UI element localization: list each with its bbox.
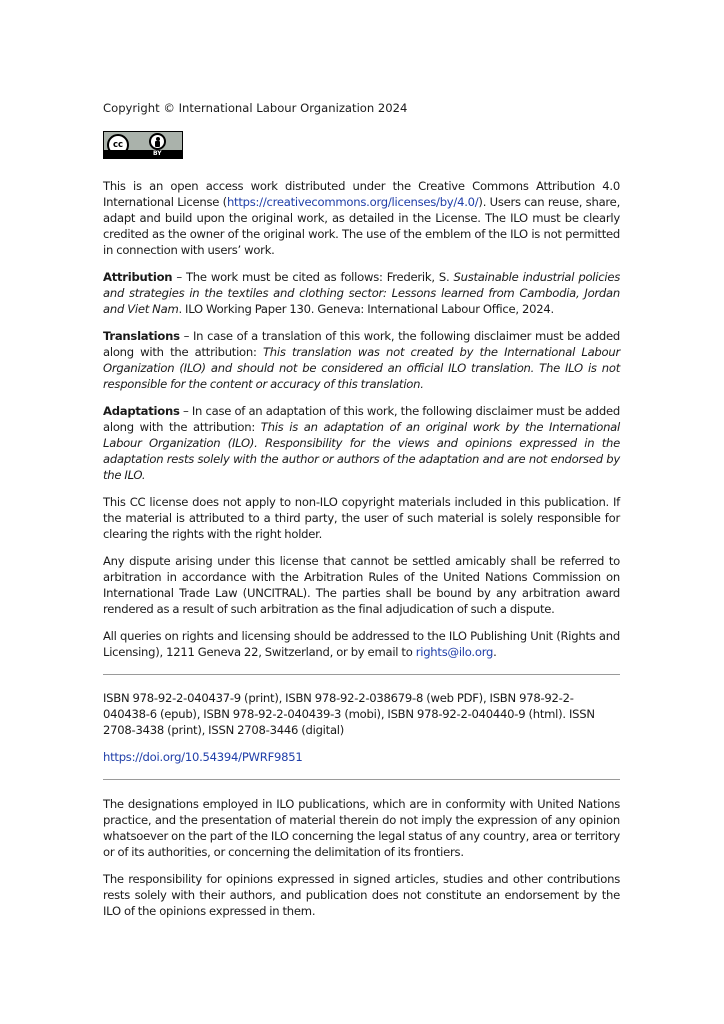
work-title: Sustainable industrial policies and strategies in the textiles and clothing sector: Lessons learned from Cambodia, Jordan and Viet Nam [103, 270, 620, 316]
translation-disclaimer: This translation was not created by the International Labour Organization (ILO) and should not be considered an official ILO translation. The ILO is not responsible for the content or accuracy of this translation. [103, 345, 620, 391]
translations-heading: Translations [103, 329, 180, 343]
by-label: BY [153, 150, 162, 157]
queries-paragraph: All queries on rights and licensing should be addressed to the ILO Publishing Unit (Rights and Licensing), 1211 Geneva 22, Switzerland, or by email to rights@ilo.org. [103, 629, 620, 659]
page-content [103, 100, 620, 930]
cc-icon: cc [107, 134, 129, 156]
cc-license-link[interactable]: https://creativecommons.org/licenses/by/4.0/ [226, 195, 479, 209]
dispute-paragraph: Any dispute arising under this license that cannot be settled amicably shall be referred to arbitration in accordance with the Arbitration Rules of the United Nations Commission on International Trade Law (UNCITRAL). The parties shall be bound by any arbitration award rendered as a result of such arbitration as the final adjudication of such a dispute. [103, 554, 620, 616]
attribution-paragraph: Attribution – The work must be cited as follows: Frederik, S. Sustainable industrial policies and strategies in the textiles and clothing sector: Lessons learned from Cambodia, Jordan and Viet Nam. ILO Working Paper 130. Geneva: International Labour Office, 2024. [103, 270, 620, 316]
cc-by-license-badge [103, 131, 183, 159]
isbn-paragraph: ISBN 978-92-2-040437-9 (print), ISBN 978-92-2-038679-8 (web PDF), ISBN 978-92-2-040438-6 (epub), ISBN 978-92-2-040439-3 (mobi), ISBN 978-92-2-040440-9 (html). ISSN 2708-3438 (print), ISSN 2708-3446 (digital) [103, 691, 595, 737]
designations-paragraph: The designations employed in ILO publications, which are in conformity with United Nations practice, and the presentation of material therein do not imply the expression of any opinion whatsoever on the part of the ILO concerning the legal status of any country, area or territory or of its authorities, or concerning the delimitation of its frontiers. [103, 797, 620, 859]
copyright-notice: Copyright © International Labour Organization 2024 [103, 101, 408, 115]
non-ilo-paragraph: This CC license does not apply to non-ILO copyright materials included in this publication. If the material is attributed to a third party, the user of such material is solely responsible for clearing the rights with the right holder. [103, 495, 620, 541]
doi-paragraph [103, 749, 620, 765]
open-access-paragraph: This is an open access work distributed under the Creative Commons Attribution 4.0 International License (https://creativecommons.org/licenses/by/4.0/). Users can reuse, share, adapt and build upon the original work, as detailed in the License. The ILO must be clearly credited as the owner of the original work. The use of the emblem of the ILO is not permitted in connection with users’ work. [103, 179, 621, 257]
adaptations-heading: Adaptations [103, 404, 180, 418]
divider-2 [103, 779, 620, 780]
adaptations-paragraph: Adaptations – In case of an adaptation of this work, the following disclaimer must be added along with the attribution: This is an adaptation of an original work by the International Labour Organization (ILO). Responsibility for the views and opinions expressed in the adaptation rests solely with the author or authors of the adaptation and are not endorsed by the ILO. [103, 404, 620, 482]
doi-link[interactable]: https://doi.org/10.54394/PWRF9851 [103, 750, 303, 764]
by-person-icon [149, 133, 166, 150]
attribution-heading: Attribution [103, 270, 173, 284]
responsibility-paragraph: The responsibility for opinions expressed in signed articles, studies and other contributions rests solely with their authors, and publication does not constitute an endorsement by the ILO of the opinions expressed in them. [103, 872, 620, 918]
translations-paragraph: Translations – In case of a translation of this work, the following disclaimer must be added along with the attribution: This translation was not created by the International Labour Organization (ILO) and should not be considered an official ILO translation. The ILO is not responsible for the content or accuracy of this translation. [103, 329, 620, 391]
rights-email-link[interactable]: rights@ilo.org [415, 645, 494, 659]
divider-1 [103, 674, 620, 675]
adaptation-disclaimer: This is an adaptation of an original work by the International Labour Organization (ILO). Responsibility for the views and opinions expressed in the adaptation rests solely with the author or authors of the adaptation and are not endorsed by the ILO. [103, 420, 620, 482]
